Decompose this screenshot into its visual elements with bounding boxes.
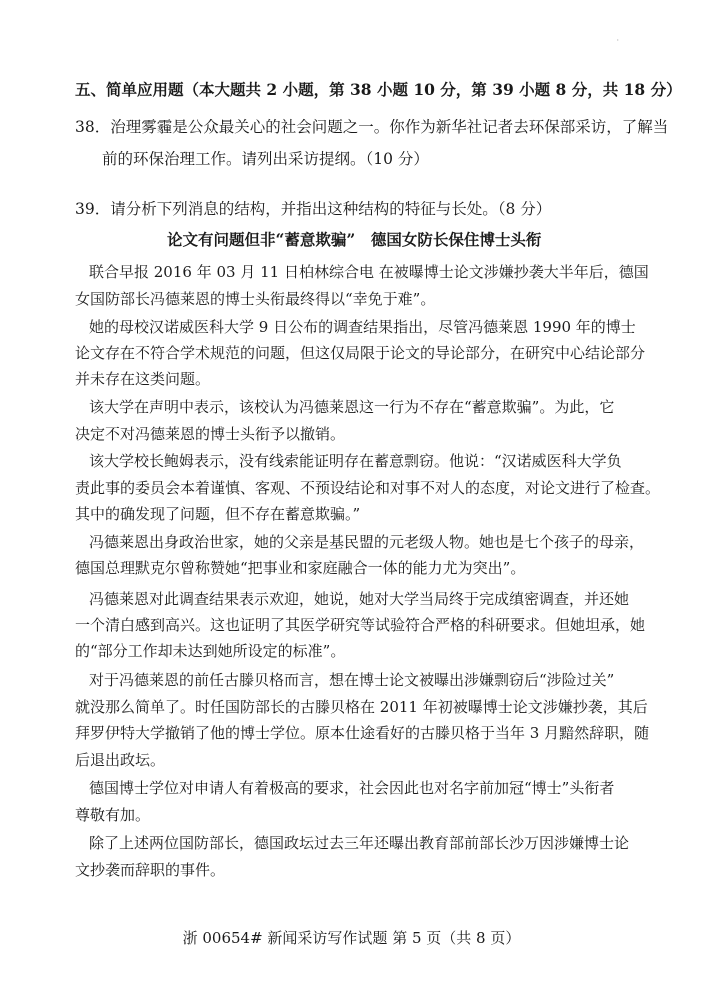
corner-mark: · xyxy=(616,36,619,45)
page-footer: 浙 00654# 新闻采访写作试题 第 5 页（共 8 页） xyxy=(182,929,521,947)
article-line: 并未存在这类问题。 xyxy=(75,370,211,388)
article-headline: 论文有问题但非“蓄意欺骗” 德国女防长保住博士头衔 xyxy=(167,230,542,249)
article-line: 文抄袭而辞职的事件。 xyxy=(75,861,226,879)
article-line: 对于冯德莱恩的前任古滕贝格而言，想在博士论文被曝出涉嫌剽窃后“涉险过关” xyxy=(89,671,615,689)
article-line: 论文存在不符合学术规范的问题，但这仅局限于论文的导论部分，在研究中心结论部分 xyxy=(75,344,646,362)
article-line: 责此事的委员会本着谨慎、客观、不预设结论和对事不对人的态度，对论文进行了检查。 xyxy=(75,479,661,497)
article-line: 德国博士学位对申请人有着极高的要求，社会因此也对名字前加冠“博士”头衔者 xyxy=(89,779,615,797)
article-line: 其中的确发现了问题，但不存在蓄意欺骗。” xyxy=(75,505,361,523)
article-line: 决定不对冯德莱恩的博士头衔予以撤销。 xyxy=(75,425,346,443)
article-line: 拜罗伊特大学撤销了他的博士学位。原本仕途看好的古滕贝格于当年 3 月黯然辞职，随 xyxy=(75,724,650,742)
question-38-line-2: 前的环保治理工作。请列出采访提纲。（10 分） xyxy=(102,150,429,168)
article-line: 冯德莱恩对此调查结果表示欢迎，她说，她对大学当局终于完成缜密调查，并还她 xyxy=(89,590,630,608)
article-line: 德国总理默克尔曾称赞她“把事业和家庭融合一体的能力尤为突出”。 xyxy=(75,559,526,577)
article-line: 冯德莱恩出身政治世家，她的父亲是基民盟的元老级人物。她也是七个孩子的母亲， xyxy=(89,533,645,551)
article-line: 除了上述两位国防部长，德国政坛过去三年还曝出教育部前部长沙万因涉嫌博士论 xyxy=(89,834,630,852)
article-line: 该大学在声明中表示，该校认为冯德莱恩这一行为不存在“蓄意欺骗”。为此，它 xyxy=(89,398,615,416)
article-line: 一个清白感到高兴。这也证明了其医学研究等试验符合严格的科研要求。但她坦承，她 xyxy=(75,616,646,634)
section-heading: 五、简单应用题（本大题共 2 小题，第 38 小题 10 分，第 39 小题 8 分，共 18 分） xyxy=(75,80,682,99)
article-line: 尊敬有加。 xyxy=(75,806,151,824)
article-line: 的“部分工作却未达到她所设定的标准”。 xyxy=(75,642,346,660)
article-line: 女国防部长冯德莱恩的博士头衔最终得以“幸免于难”。 xyxy=(75,290,436,308)
question-38-line-1: 38．治理雾霾是公众最关心的社会问题之一。你作为新华社记者去环保部采访，了解当 xyxy=(75,118,669,136)
article-line: 后退出政坛。 xyxy=(75,751,166,769)
question-39-prompt: 39．请分析下列消息的结构，并指出这种结构的特征与长处。（8 分） xyxy=(75,200,552,218)
article-line: 联合早报 2016 年 03 月 11 日柏林综合电 在被曝博士论文涉嫌抄袭大半年后，德国 xyxy=(89,263,649,281)
article-line: 该大学校长鲍姆表示，没有线索能证明存在蓄意剽窃。他说：“汉诺威医科大学负 xyxy=(89,452,622,470)
article-line: 就没那么简单了。时任国防部长的古滕贝格在 2011 年初被曝博士论文涉嫌抄袭，其后 xyxy=(75,698,648,716)
article-line: 她的母校汉诺威医科大学 9 日公布的调查结果指出，尽管冯德莱恩 1990 年的博士 xyxy=(89,318,636,336)
